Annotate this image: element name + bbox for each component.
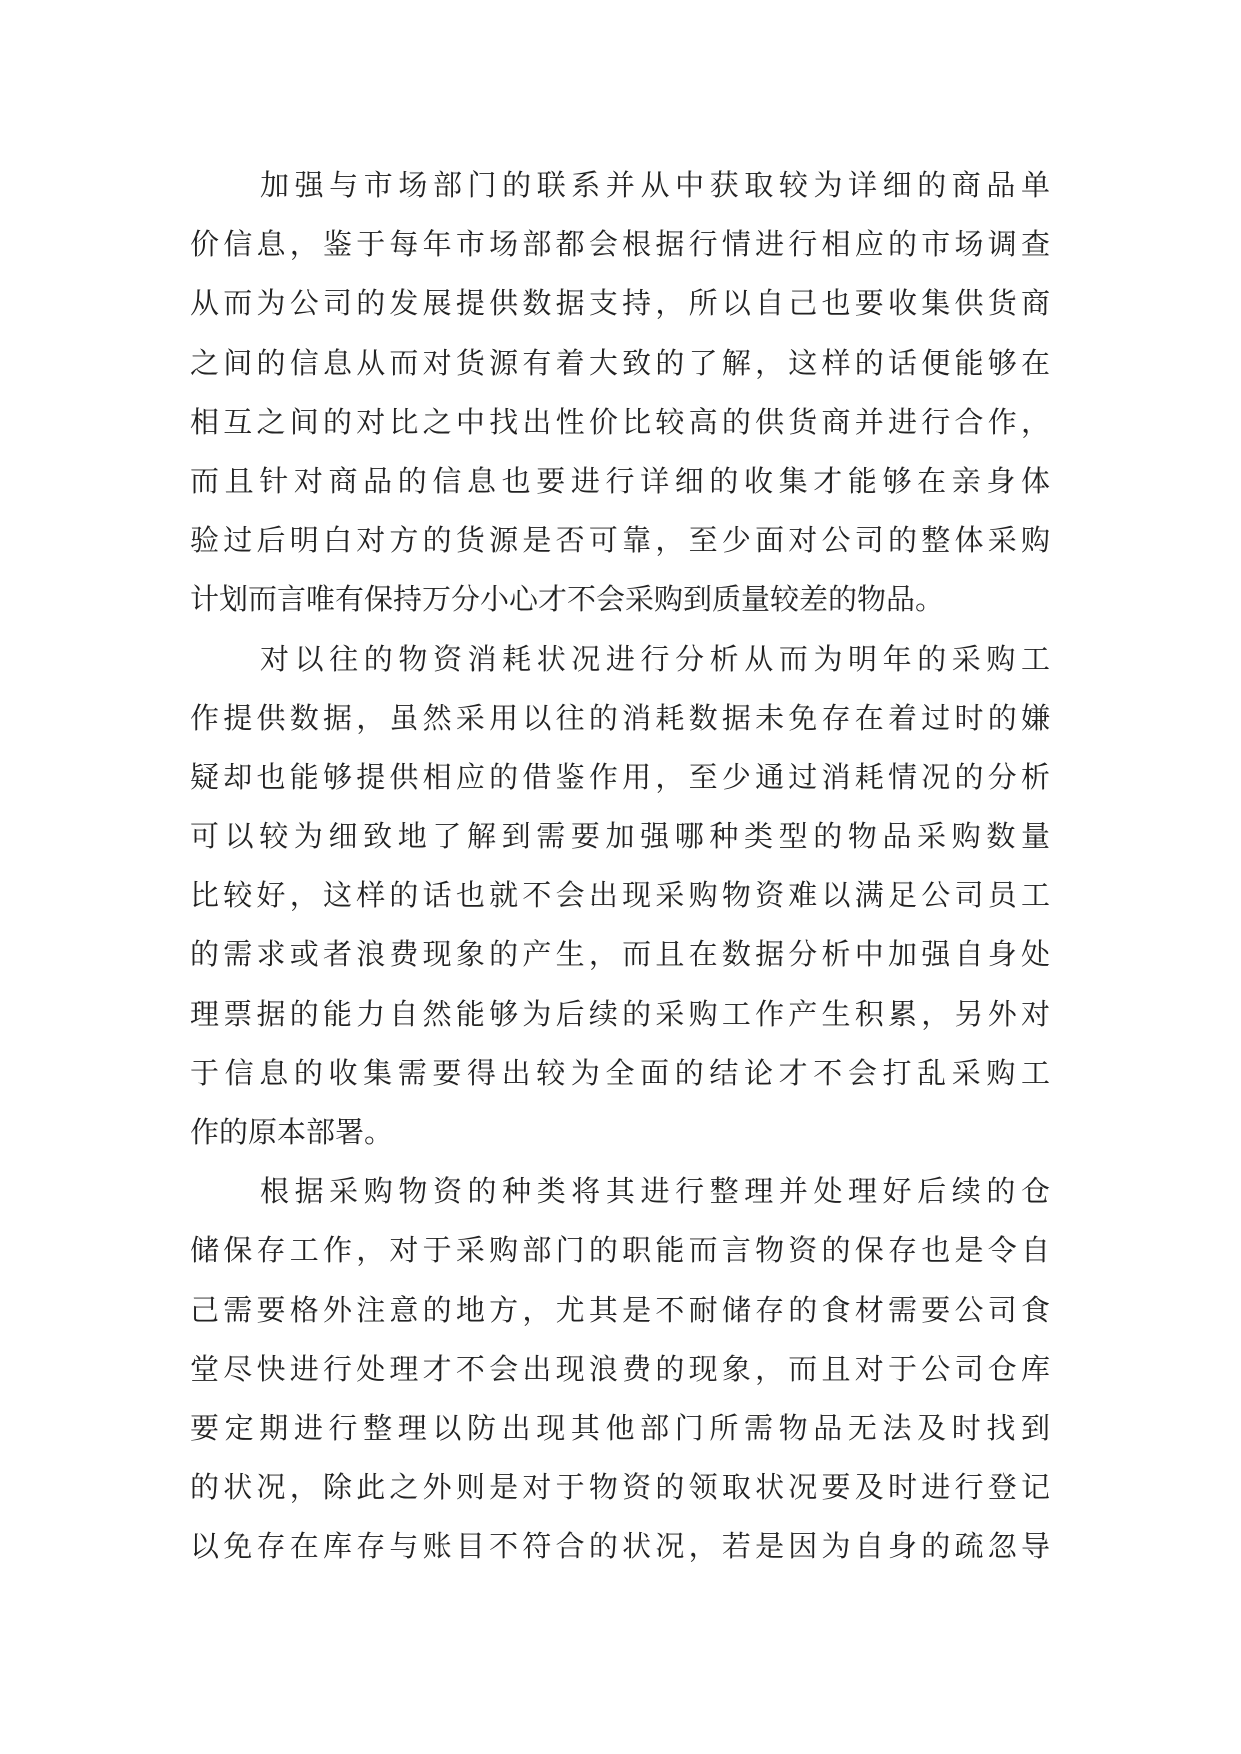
paragraph-2-line-9: 作的原本部署。: [190, 1115, 394, 1149]
paragraph-1-line-6: 而且针对商品的信息也要进行详细的收集才能够在亲身体: [190, 463, 1050, 498]
paragraph-1-line-4: 之间的信息从而对货源有着大致的了解，这样的话便能够在: [190, 345, 1050, 380]
paragraph-1-line-8: 计划而言唯有保持万分小心才不会采购到质量较差的物品。: [190, 582, 945, 617]
paragraph-2-line-7: 理票据的能力自然能够为后续的采购工作产生积累，另外对: [190, 996, 1050, 1031]
paragraph-3-line-4: 堂尽快进行处理才不会出现浪费的现象，而且对于公司仓库: [190, 1351, 1050, 1386]
paragraph-3-line-7: 以免存在库存与账目不符合的状况，若是因为自身的疏忽导: [190, 1529, 1050, 1564]
paragraph-2-line-6: 的需求或者浪费现象的产生，而且在数据分析中加强自身处: [190, 937, 1050, 972]
paragraph-3-line-3: 己需要格外注意的地方，尤其是不耐储存的食材需要公司食: [190, 1292, 1050, 1327]
paragraph-2-line-8: 于信息的收集需要得出较为全面的结论才不会打乱采购工: [190, 1055, 1050, 1090]
paragraph-3-line-2: 储保存工作，对于采购部门的职能而言物资的保存也是令自: [190, 1233, 1050, 1268]
paragraph-1-line-5: 相互之间的对比之中找出性价比较高的供货商并进行合作，: [190, 404, 1050, 439]
paragraph-2-line-4: 可以较为细致地了解到需要加强哪种类型的物品采购数量: [190, 819, 1050, 854]
paragraph-1-line-1: 加强与市场部门的联系并从中获取较为详细的商品单: [260, 168, 1050, 202]
paragraph-3-line-1: 根据采购物资的种类将其进行整理并处理好后续的仓: [260, 1174, 1050, 1209]
paragraph-3-line-6: 的状况，除此之外则是对于物资的领取状况要及时进行登记: [190, 1470, 1050, 1505]
paragraph-1-line-2: 价信息，鉴于每年市场部都会根据行情进行相应的市场调查: [190, 227, 1050, 262]
paragraph-1-line-7: 验过后明白对方的货源是否可靠，至少面对公司的整体采购: [190, 523, 1050, 558]
paragraph-2-line-2: 作提供数据，虽然采用以往的消耗数据未免存在着过时的嫌: [190, 700, 1050, 735]
paragraph-2-line-5: 比较好，这样的话也就不会出现采购物资难以满足公司员工: [190, 878, 1050, 913]
paragraph-2-line-1: 对以往的物资消耗状况进行分析从而为明年的采购工: [260, 641, 1050, 676]
paragraph-1-line-3: 从而为公司的发展提供数据支持，所以自己也要收集供货商: [190, 286, 1050, 321]
paragraph-2-line-3: 疑却也能够提供相应的借鉴作用，至少通过消耗情况的分析: [190, 759, 1050, 794]
document-body: [190, 156, 1050, 1577]
paragraph-3-line-5: 要定期进行整理以防出现其他部门所需物品无法及时找到: [190, 1410, 1050, 1445]
